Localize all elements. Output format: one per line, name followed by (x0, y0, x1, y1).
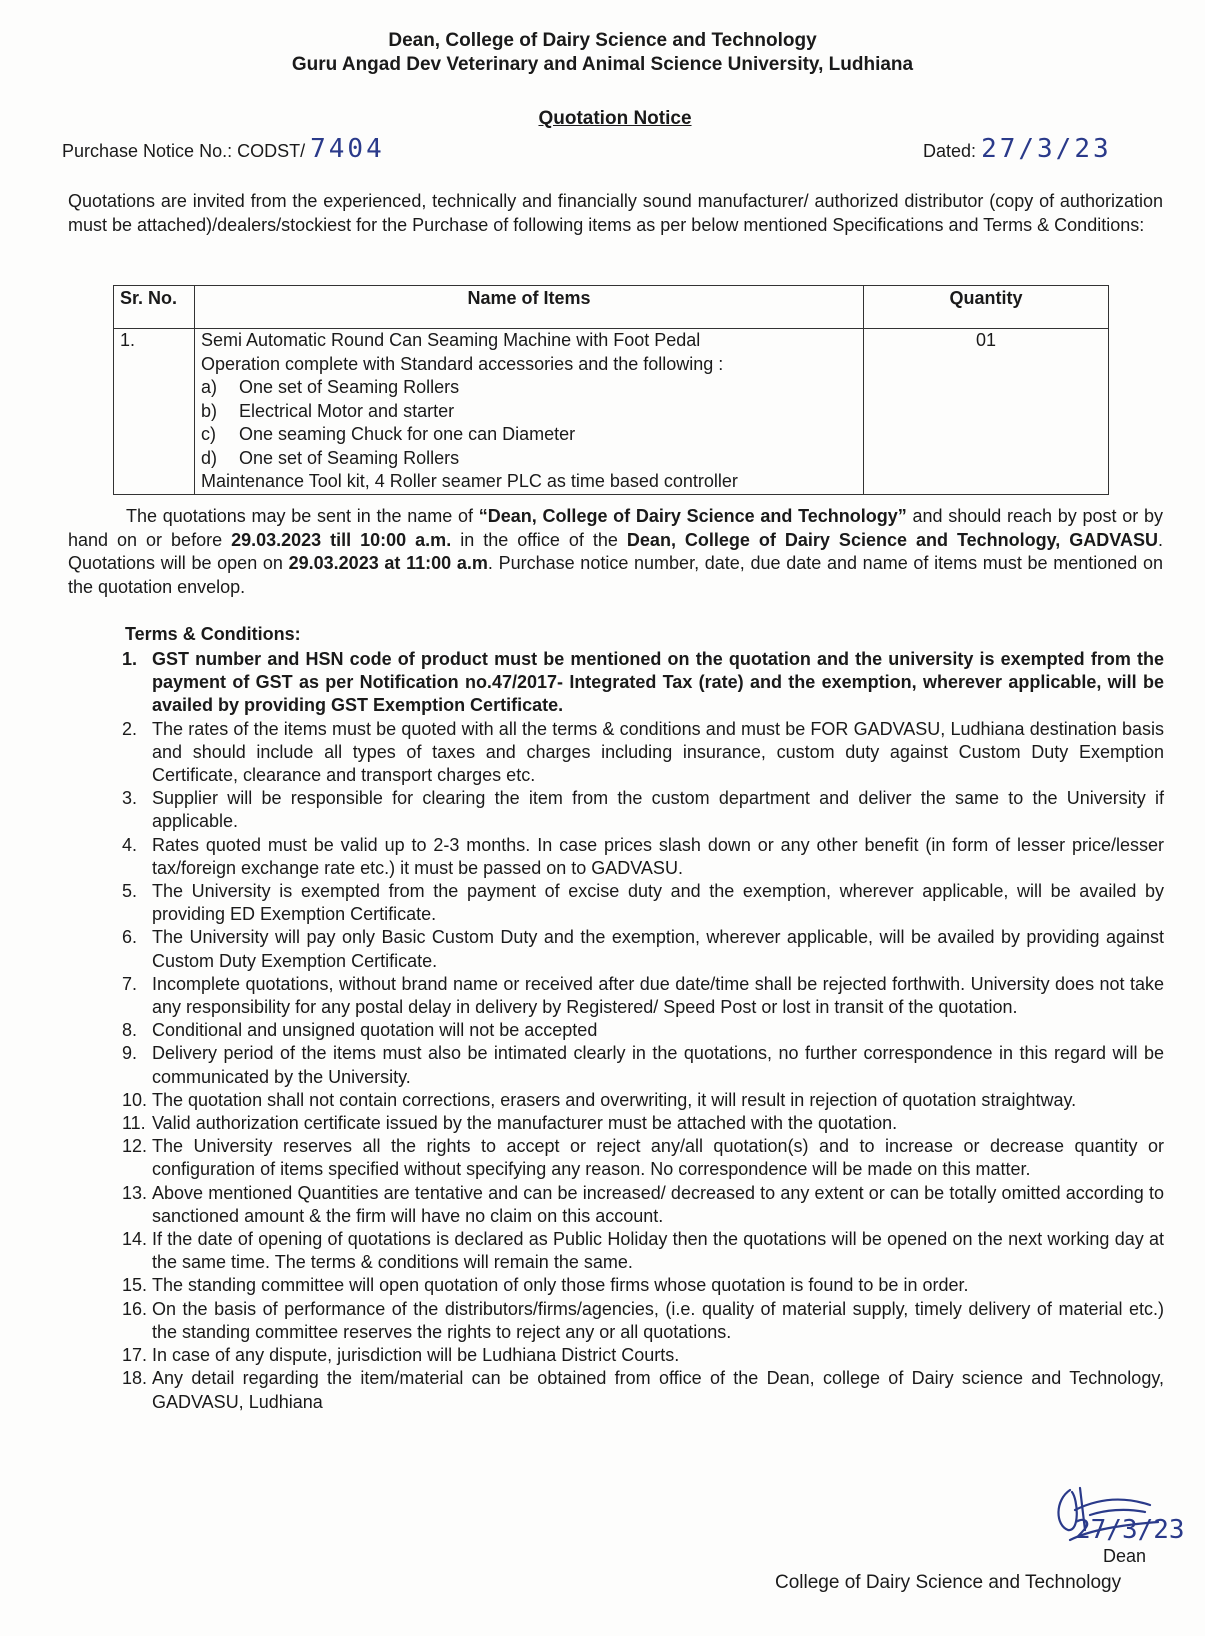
items-table (113, 285, 1109, 495)
term-text: The standing committee will open quotation of only those firms whose quotation is found to be in order. (152, 1275, 969, 1296)
para-bold: Dean, College of Dairy Science and Technology, GADVASU (626, 529, 1158, 550)
term-text: Any detail regarding the item/material can be obtained from office of the Dean, college of Dairy science and Technology, GADVASU, Ludhiana (152, 1368, 1164, 1412)
list-item (122, 1367, 1164, 1413)
subitem-marker: a) (201, 377, 218, 397)
term-text: If the date of opening of quotations is declared as Public Holiday then the quotations will be opened on the next working day at the same time. The terms & conditions will remain the same. (152, 1229, 1164, 1273)
list-item (122, 1042, 1164, 1088)
subitem-text: One seaming Chuck for one can Diameter (239, 424, 576, 444)
list-item (122, 834, 1164, 880)
term-number: 3. (122, 788, 138, 809)
term-number: 4. (122, 834, 138, 855)
term-text: Supplier will be responsible for clearing the item from the custom department and deliver the same to the University if applicable. (152, 788, 1164, 832)
para-bold: 29.03.2023 at 11:00 a.m (288, 553, 488, 573)
terms-title: Terms & Conditions: (125, 624, 301, 644)
list-item (122, 1298, 1164, 1344)
term-number: 12. (122, 1136, 148, 1157)
list-item (122, 1089, 1164, 1112)
term-text: On the basis of performance of the distributors/firms/agencies, (i.e. quality of material supply, timely delivery of material etc.) the standing committee reserves the rights to reject any or all quotations. (152, 1298, 1164, 1342)
subitem (201, 376, 857, 400)
term-text: The rates of the items must be quoted with all the terms & conditions and must be FOR GADVASU, Ludhiana destination basis and should include all types of taxes and charges including insurance, custom duty against Custom Duty Exemption Certificate, clearance and transport charges etc. (152, 718, 1164, 786)
term-number: 10. (122, 1089, 148, 1110)
term-text: The University is exempted from the payment of excise duty and the exemption, wherever applicable, will be availed by providing ED Exemption Certificate. (152, 881, 1164, 925)
term-text: The University reserves all the rights to accept or reject any/all quotation(s) and to increase or decrease quantity or configuration of items specified without specifying any reason. No correspondence will be made on this matter. (152, 1136, 1164, 1180)
list-item (122, 648, 1164, 718)
list-item (122, 1228, 1164, 1274)
list-item (122, 1182, 1164, 1228)
list-item (122, 1274, 1164, 1297)
signatory-org: College of Dairy Science and Technology (775, 1572, 1122, 1593)
header-university: Guru Angad Dev Veterinary and Animal Science University, Ludhiana (291, 54, 914, 75)
list-item (122, 1112, 1164, 1135)
list-item (122, 1019, 1164, 1042)
term-text: GST number and HSN code of product must be mentioned on the quotation and the university is exempted from the payment of GST as per Notification no.47/2017- Integrated Tax (rate) and the exemption, wherever applicable, will be availed by providing GST Exemption Certificate. (152, 649, 1164, 716)
header-sr-no: Sr. No. (114, 286, 195, 329)
list-item (122, 787, 1164, 833)
term-number: 8. (122, 1020, 138, 1041)
list-item (122, 718, 1164, 788)
para-bold: 29.03.2023 till 10:00 a.m. (231, 529, 452, 550)
term-number: 1. (122, 649, 138, 669)
row-item-description (195, 329, 864, 495)
term-text: Delivery period of the items must also be intimated clearly in the quotations, no further correspondence in this regard will be communicated by the University. (152, 1043, 1164, 1087)
term-text: Rates quoted must be valid up to 2-3 months. In case prices slash down or any other benefit (in form of lesser price/lesser tax/foreign exchange rate etc.) it must be passed on to GADVASU. (152, 834, 1164, 878)
list-item (122, 1344, 1164, 1367)
purchase-notice-handwritten-number: 7404 (310, 134, 385, 164)
term-text: The University will pay only Basic Custom Duty and the exemption, wherever applicable, will be availed by providing against Custom Duty Exemption Certificate. (152, 927, 1164, 971)
term-number: 18. (122, 1368, 148, 1389)
subitem-text: One set of Seaming Rollers (239, 447, 460, 468)
term-number: 11. (122, 1113, 146, 1134)
para-text: The quotations may be sent in the name of (126, 506, 479, 526)
subitem (201, 400, 857, 424)
row-quantity: 01 (864, 329, 1109, 495)
term-text: Incomplete quotations, without brand name or received after due date/time shall be rejected forthwith. University does not take any responsibility for any postal delay in delivery by Registered/ Speed Post or lost in transit of the quotation. (152, 973, 1164, 1018)
intro-paragraph: Quotations are invited from the experienced, technically and financially sound manufacturer/ authorized distributor (copy of authorization must be attached)/dealers/stockiest for the Purchase of following items as per below mentioned Specifications and Terms & Conditions: (68, 191, 1163, 235)
list-item (122, 926, 1164, 972)
term-number: 15. (122, 1275, 148, 1296)
term-number: 13. (122, 1182, 148, 1203)
term-number: 7. (122, 973, 138, 994)
header-dean: Dean, College of Dairy Science and Technology (388, 30, 817, 51)
term-number: 5. (122, 881, 138, 902)
para-bold: “Dean, College of Dairy Science and Technology” (478, 506, 907, 526)
dated (923, 134, 1112, 164)
subitem-marker: b) (201, 400, 218, 421)
header-quantity: Quantity (864, 286, 1109, 329)
term-number: 16. (122, 1298, 148, 1319)
para-text: . Quotations will be open on (68, 529, 1163, 573)
term-text: Above mentioned Quantities are tentative and can be increased/ decreased to any extent or can be totally omitted according to sanctioned amount & the firm will have no claim on this account. (152, 1182, 1164, 1226)
term-number: 14. (122, 1229, 148, 1250)
para-text: . Purchase notice number, date, due date and name of items must be mentioned on the quotation envelop. (68, 553, 1164, 597)
term-number: 6. (122, 927, 138, 948)
para-text: in the office of the (451, 529, 627, 550)
term-number: 2. (122, 718, 138, 739)
notice-title: Quotation Notice (538, 108, 692, 129)
table-row (114, 329, 1109, 495)
submission-paragraph (68, 505, 1163, 599)
signature-date: 27/3/23 (1075, 1515, 1185, 1545)
para-text: and should reach by post or by hand on or before (68, 506, 1163, 550)
subitem-text: Electrical Motor and starter (239, 400, 455, 421)
subitem (201, 447, 857, 471)
term-text: Conditional and unsigned quotation will not be accepted (152, 1020, 598, 1041)
term-text: The quotation shall not contain corrections, erasers and overwriting, it will result in rejection of quotation straightway. (152, 1089, 1077, 1110)
term-text: Valid authorization certificate issued by the manufacturer must be attached with the quotation. (152, 1113, 898, 1134)
term-number: 17. (122, 1345, 148, 1366)
subitem-marker: d) (201, 447, 218, 468)
purchase-notice-number (62, 134, 385, 164)
signatory-title: Dean (1103, 1546, 1147, 1566)
list-item (122, 1135, 1164, 1181)
dated-handwritten-value: 27/3/23 (981, 134, 1112, 164)
row-sr: 1. (114, 329, 195, 495)
table-header-row (114, 286, 1109, 329)
list-item (122, 880, 1164, 926)
subitem (201, 423, 857, 447)
item-line: Maintenance Tool kit, 4 Roller seamer PLC as time based controller (201, 471, 738, 491)
header-name-of-items: Name of Items (195, 286, 864, 329)
dated-label: Dated: (923, 141, 977, 161)
terms-list (122, 648, 1164, 1414)
term-number: 9. (122, 1043, 138, 1064)
subitem-marker: c) (201, 424, 216, 444)
subitem-text: One set of Seaming Rollers (239, 377, 460, 397)
term-text: In case of any dispute, jurisdiction will be Ludhiana District Courts. (152, 1345, 680, 1366)
list-item (122, 973, 1164, 1019)
purchase-notice-label: Purchase Notice No.: CODST/ (62, 141, 306, 161)
item-line: Operation complete with Standard accessories and the following : (201, 353, 724, 374)
item-line: Semi Automatic Round Can Seaming Machine with Foot Pedal (201, 330, 701, 350)
